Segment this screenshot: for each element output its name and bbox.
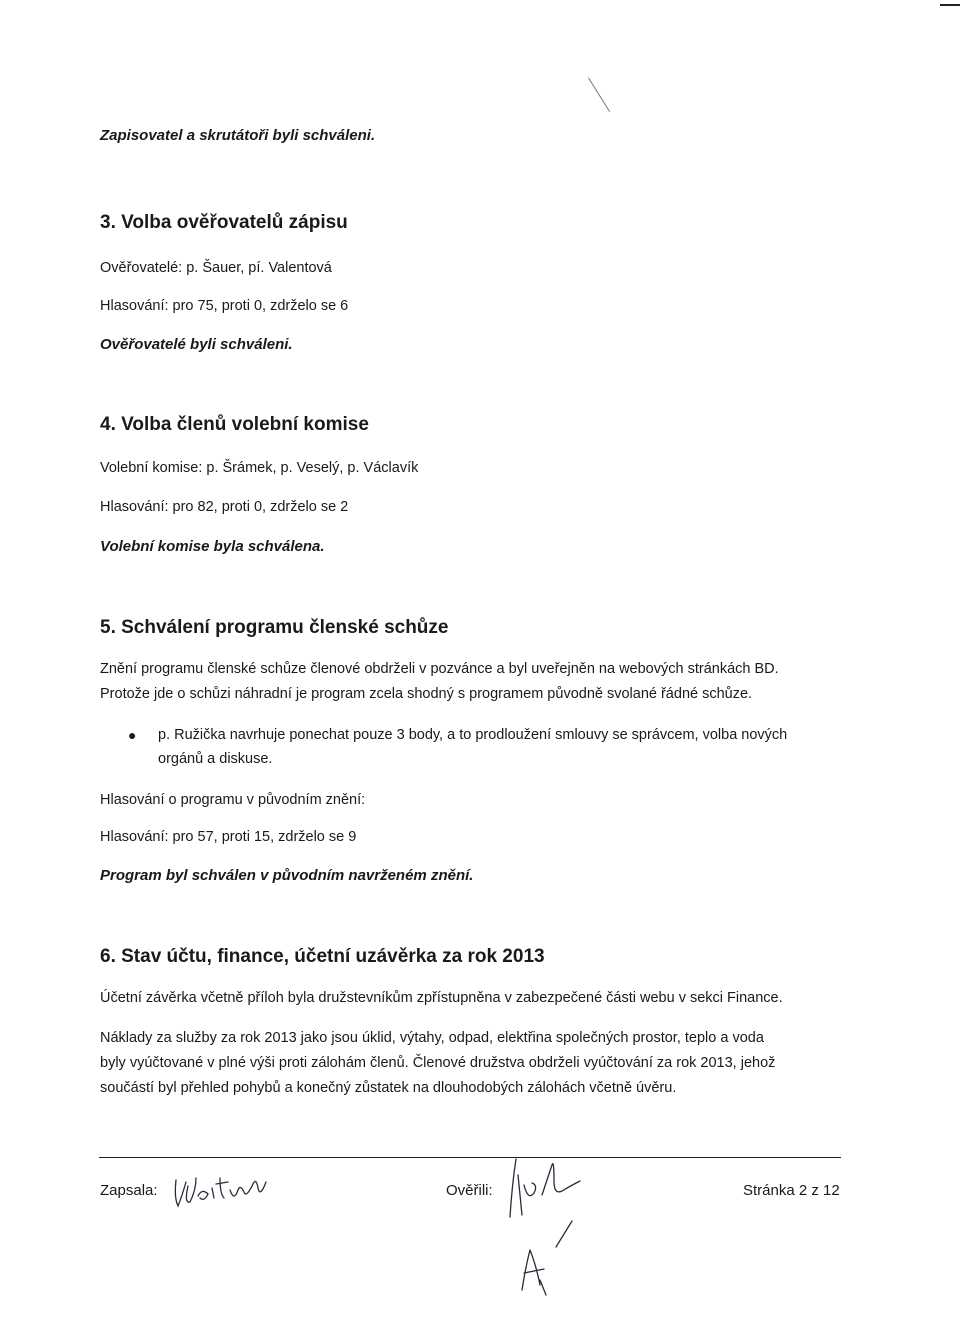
verifier-signature — [502, 1155, 597, 1305]
recorder-signature — [168, 1168, 273, 1223]
bullet-icon: ● — [128, 727, 137, 743]
vote-line-verifiers: Hlasování: pro 75, proti 0, zdrželo se 6 — [100, 298, 349, 314]
section-heading-5: 5. Schválení programu členské schůze — [100, 617, 449, 638]
corner-mark — [940, 4, 960, 6]
section-heading-6: 6. Stav účtu, finance, účetní uzávěrka za rok 2013 — [100, 946, 545, 967]
footer-overili-label: Ověřili: — [446, 1182, 493, 1199]
section-heading-4: 4. Volba členů volební komise — [100, 414, 369, 435]
approval-note-recorders: Zapisovatel a skrutátoři byli schváleni. — [100, 127, 376, 144]
vote-line-program: Hlasování: pro 57, proti 15, zdrželo se 9 — [100, 829, 357, 845]
approval-note-verifiers: Ověřovatelé byli schváleni. — [100, 336, 293, 353]
verifiers-line: Ověřovatelé: p. Šauer, pí. Valentová — [100, 260, 332, 276]
finance-paragraph-line-3: byly vyúčtované v plné výši proti zálohám členů. Členové družstva obdrželi vyúčtování za rok 2013, jehož — [100, 1055, 776, 1071]
program-paragraph-line-2: Protože jde o schůzi náhradní je program zcela shodný s programem původně svolané řádné schůze. — [100, 686, 753, 702]
footer-divider — [99, 1157, 841, 1158]
finance-paragraph-line-1: Účetní závěrka včetně příloh byla družstevníkům zpřístupněna v zabezpečené části webu v sekci Finance. — [100, 990, 783, 1006]
bullet-text-line-1: p. Ružička navrhuje ponechat pouze 3 body, a to prodloužení smlouvy se správcem, volba nových — [158, 727, 788, 743]
approval-note-commission: Volební komise byla schválena. — [100, 538, 325, 555]
commission-line: Volební komise: p. Šrámek, p. Veselý, p. Václavík — [100, 460, 419, 476]
approval-note-program: Program byl schválen v původním navrženém znění. — [100, 867, 474, 884]
program-paragraph-line-1: Znění programu členské schůze členové obdrželi v pozvánce a byl uveřejněn na webových stránkách BD. — [100, 661, 779, 677]
section-heading-3: 3. Volba ověřovatelů zápisu — [100, 212, 348, 233]
stray-mark — [588, 77, 610, 111]
vote-program-heading: Hlasování o programu v původním znění: — [100, 792, 366, 808]
vote-line-commission: Hlasování: pro 82, proti 0, zdrželo se 2 — [100, 499, 349, 515]
finance-paragraph-line-2: Náklady za služby za rok 2013 jako jsou úklid, výtahy, odpad, elektřina společných prostor, teplo a voda — [100, 1030, 764, 1046]
bullet-text-line-2: orgánů a diskuse. — [158, 751, 273, 767]
footer-page-number: Stránka 2 z 12 — [743, 1182, 840, 1199]
footer-zapsala-label: Zapsala: — [100, 1182, 158, 1199]
finance-paragraph-line-4: součástí byl přehled pohybů a konečný zůstatek na dlouhodobých zálohách včetně úvěru. — [100, 1080, 677, 1096]
